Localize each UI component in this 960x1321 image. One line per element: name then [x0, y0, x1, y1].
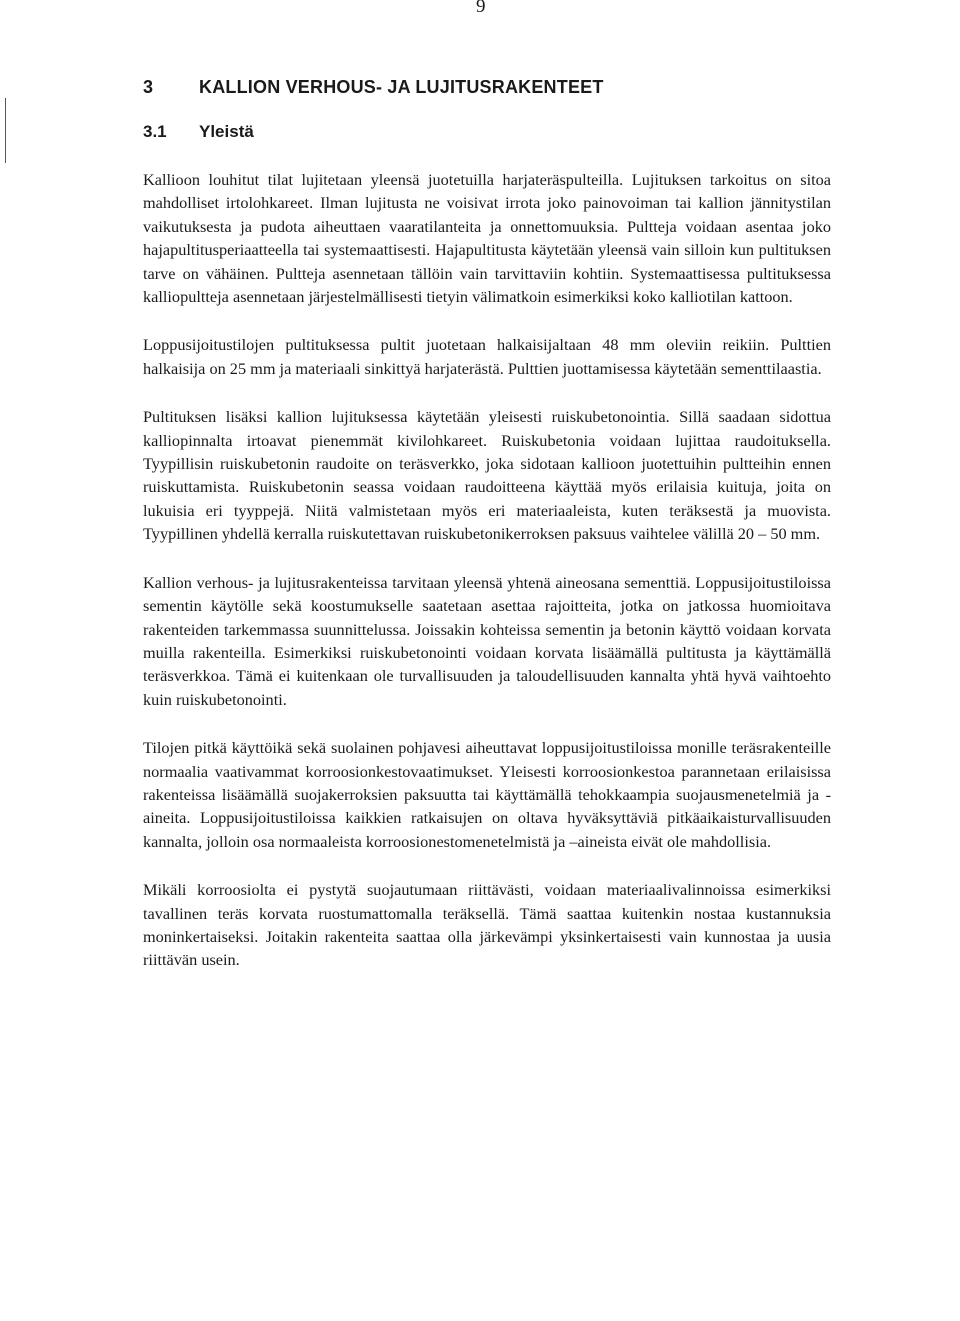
paragraph-6: Mikäli korroosiolta ei pystytä suojautumaan riittävästi, voidaan materiaalivalinnoissa esimerkiksi tavallinen teräs korvata ruostumattomalla teräksellä. Tämä saattaa kuitenkin nostaa kustannuksia moninkertaiseksi. Joitakin rakenteita saattaa olla järkevämpi yksinkertaisesti vain kunnostaa ja uusia riittävän usein.: [143, 880, 831, 970]
paragraph-2: Loppusijoitustilojen pultituksessa pultit juotetaan halkaisijaltaan 48 mm oleviin reikiin. Pulttien halkaisija on 25 mm ja materiaali sinkittyä harjaterästä. Pulttien juottamisessa käytetään sementtilaastia.: [143, 335, 831, 378]
section-number: 3.1: [143, 122, 167, 141]
section-title: Yleistä: [199, 122, 254, 141]
paragraph-3: Pultituksen lisäksi kallion lujituksessa käytetään yleisesti ruiskubetonointia. Sillä saadaan sidottua kalliopinnalta irtoavat pienemmät kivilohkareet. Ruiskubetonia voidaan lujittaa raudoituksella. Tyypillisin ruiskubetonin raudoite on teräsverkko, joka sidotaan kallioon juotettuihin pultteihin ennen ruiskuttamista. Ruiskubetonin seassa voidaan raudoitteena käyttää myös erilaisia kuituja, joita on lukuisia eri tyyppejä. Niitä valmistetaan myös eri materiaaleista, kuten teräksestä ja muovista. Tyypillinen yhdellä kerralla ruiskutettavan ruiskubetonikerroksen paksuus vaihtelee välillä 20 – 50 mm.: [143, 407, 831, 544]
chapter-heading: [143, 77, 604, 98]
paragraph-5: Tilojen pitkä käyttöikä sekä suolainen pohjavesi aiheuttavat loppusijoitustiloissa monille teräsrakenteille normaalia vaativammat korroosionkestovaatimukset. Yleisesti korroosionkestoa parannetaan erilaisissa rakenteissa lisäämällä suojakerroksien paksuutta tai käyttämällä tehokkaampia suojausmenetelmiä ja -aineita. Loppusijoitustiloissa kaikkien ratkaisujen on oltava hyväksyttäviä pitkäaikaisturvallisuuden kannalta, jolloin osa normaaleista korroosionestomenetelmistä ja –aineista eivät ole mahdollisia.: [143, 738, 831, 851]
margin-line: [5, 98, 6, 163]
section-heading: [143, 122, 254, 142]
body-text: [143, 168, 831, 997]
chapter-number: 3: [143, 77, 154, 97]
paragraph-4: Kallion verhous- ja lujitusrakenteissa tarvitaan yleensä yhtenä aineosana sementtiä. Loppusijoitustiloissa sementin käytölle sekä koostumukselle saatetaan asettaa rajoitteita, jotka on jatkossa huomioitava rakenteiden tarkemmassa suunnittelussa. Joissakin kohteissa sementin ja betonin käyttö voidaan korvata muilla rakenteilla. Esimerkiksi ruiskubetonointi voidaan korvata lisäämällä pultitusta ja käyttämällä teräsverkkoa. Tämä ei kuitenkaan ole turvallisuuden ja taloudellisuuden kannalta yhtä hyvä vaihtoehto kuin ruiskubetonointi.: [143, 572, 831, 709]
page-number: 9: [476, 0, 486, 17]
chapter-title: KALLION VERHOUS- JA LUJITUSRAKENTEET: [199, 77, 604, 97]
paragraph-1: Kallioon louhitut tilat lujitetaan yleensä juotetuilla harjateräspulteilla. Lujituksen tarkoitus on sitoa mahdolliset irtolohkareet. Ilman lujitusta ne voisivat irrota joko painovoiman tai kallion jännitystilan vaikutuksesta ja pudota aiheuttaen vaaratilanteita ja onnettomuuksia. Pultteja voidaan asentaa joko hajapultitusperiaatteella tai systemaattisesti. Hajapultitusta käytetään yleensä vain silloin kun pultituksen tarve on vähäinen. Pultteja asennetaan tällöin vain tarvittaviin kohtiin. Systemaattisessa pultituksessa kalliopultteja asennetaan järjestelmällisesti tietyin välimatkoin esimerkiksi koko kalliotilan kattoon.: [143, 170, 831, 307]
